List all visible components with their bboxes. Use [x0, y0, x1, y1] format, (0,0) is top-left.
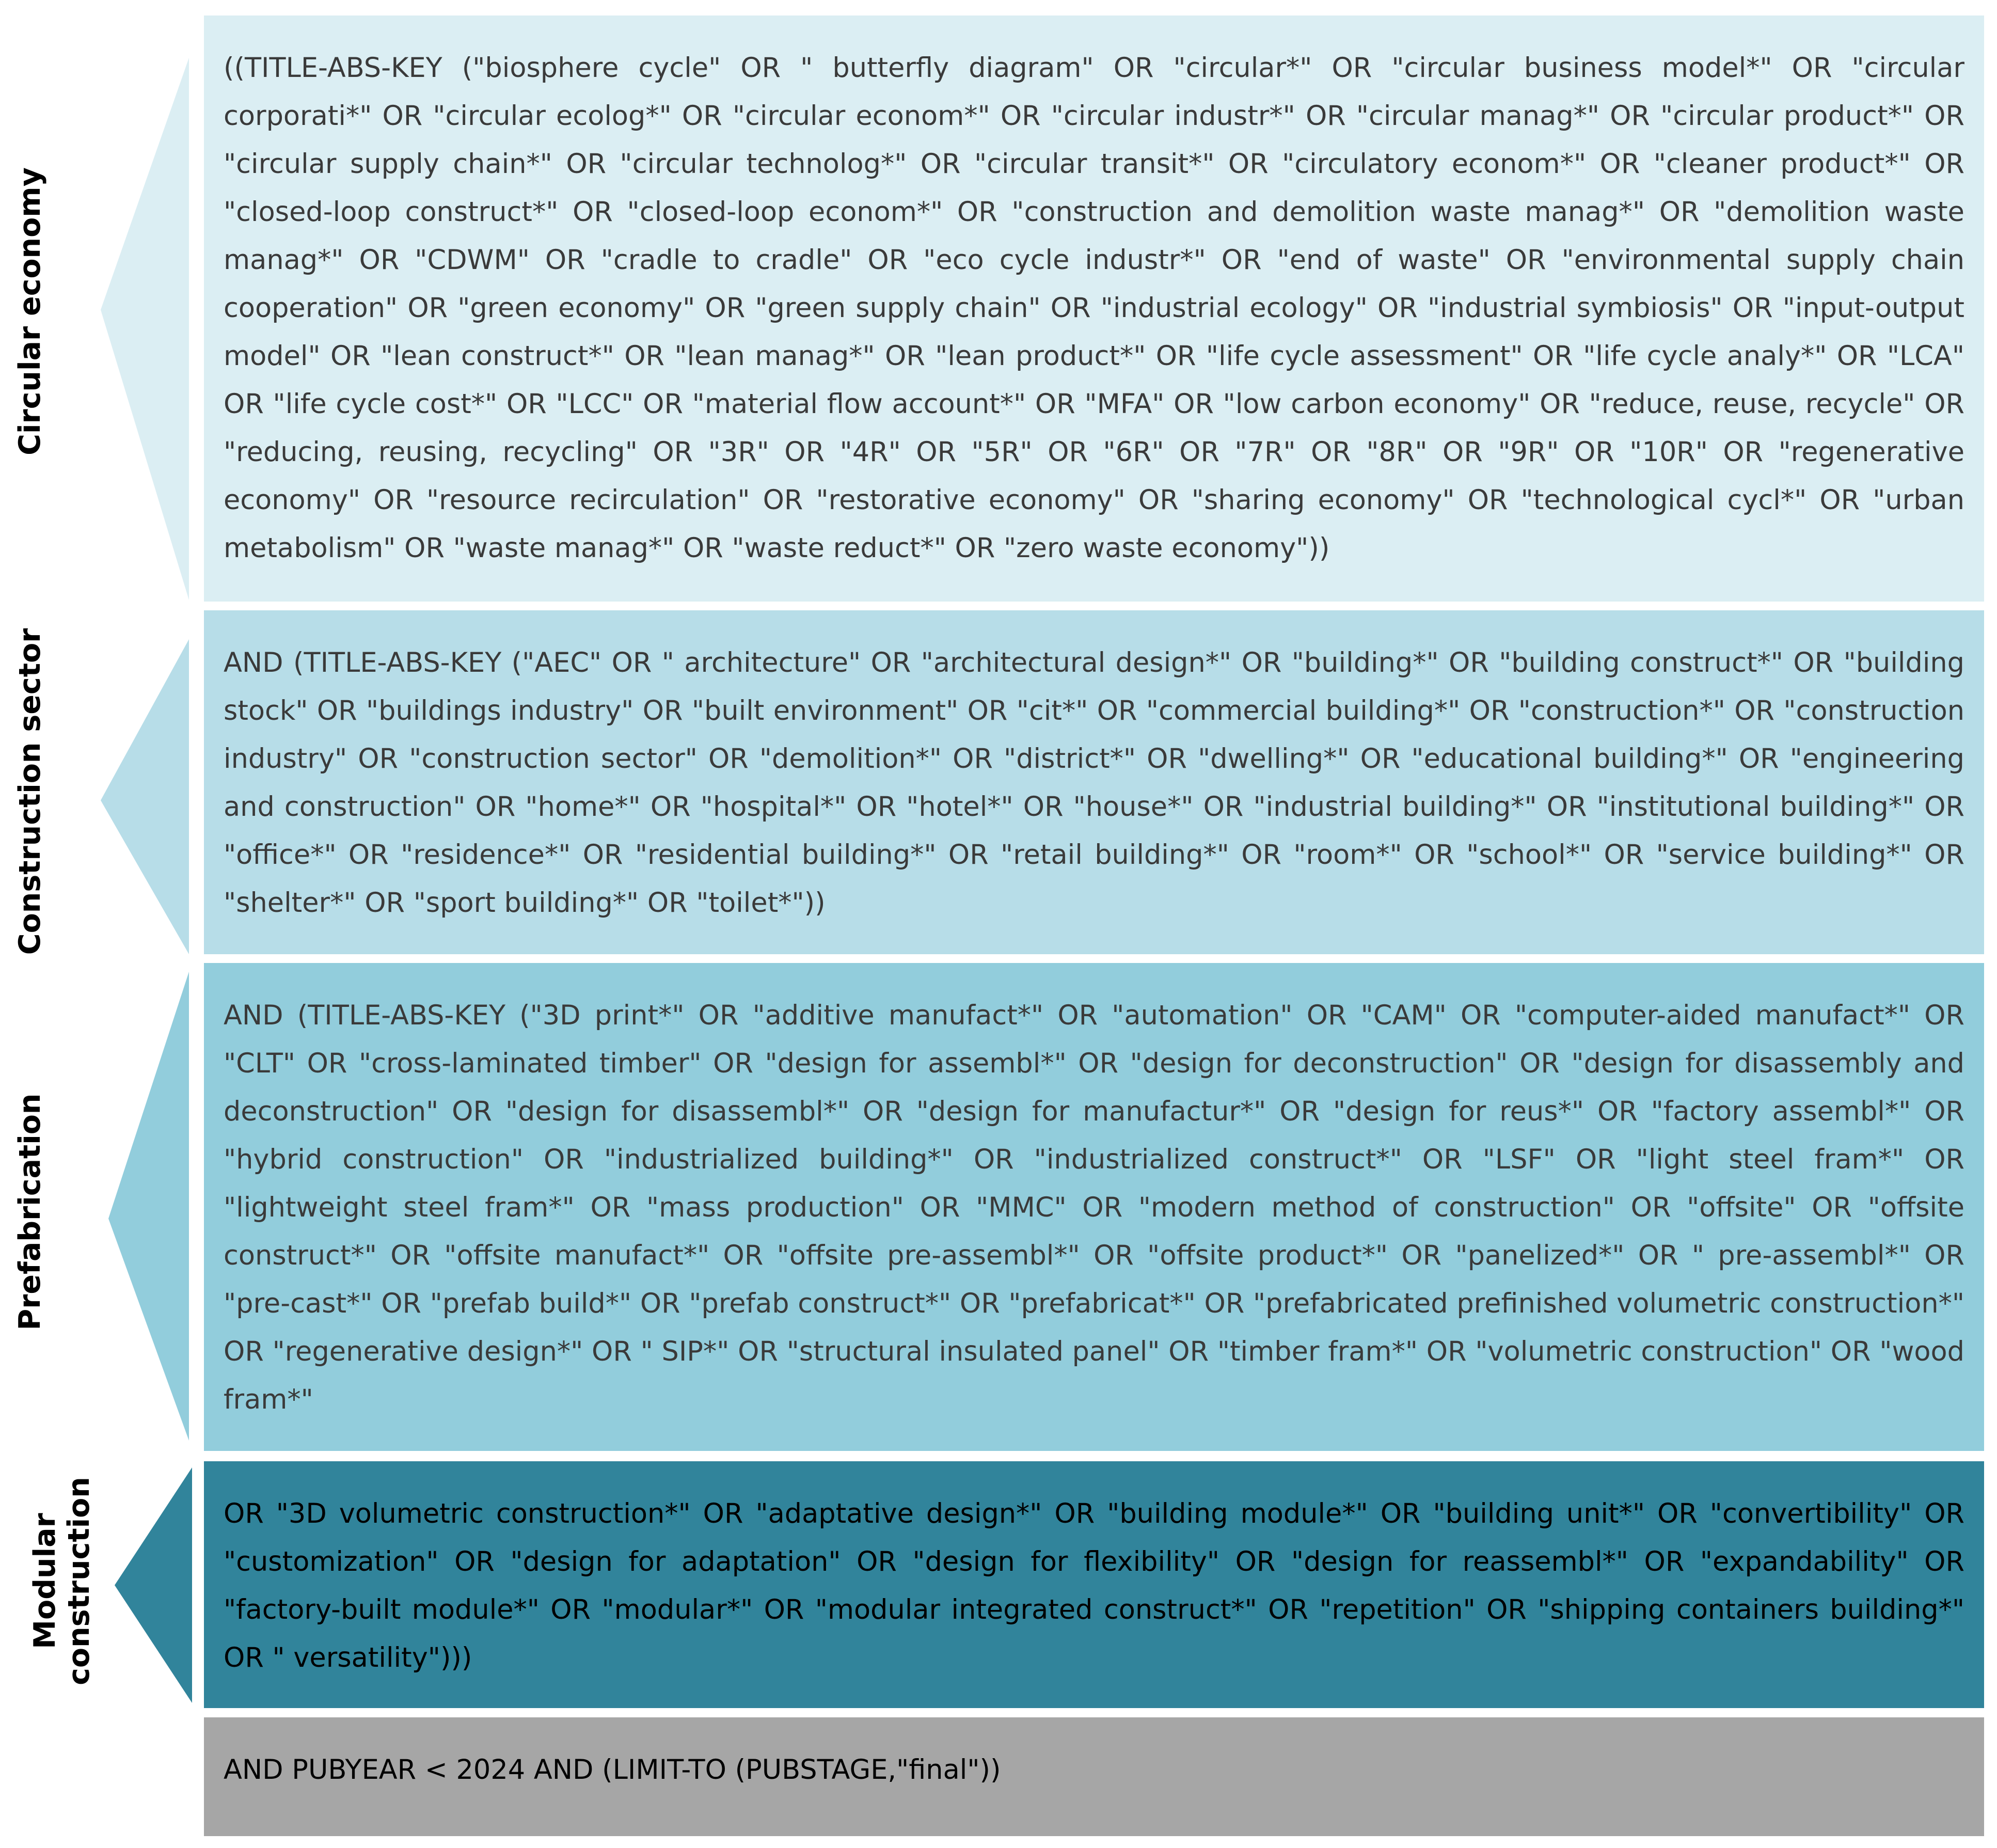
- prefabrication-label: Prefabrication: [13, 1093, 47, 1331]
- modular-label-line2: construction: [62, 1477, 96, 1685]
- circular-economy-query-text: ((TITLE-ABS-KEY ("biosphere cycle" OR " butterfly diagram" OR "circular*" OR "circular business model*" OR "circular corporati*" OR "circular ecolog*" OR "circular econom*" OR "circular industr*" OR "circular manag*" OR "circular product*" OR "circular supply chain*" OR "circular technolog*" OR "circular transit*" OR "circulatory econom*" OR "cleaner product*" OR "closed-loop construct*" OR "closed-loop econom*" OR "construction and demolition waste manag*" OR "demolition waste manag*" OR "CDWM" OR "cradle to cradle" OR "eco cycle industr*" OR "end of waste" OR "environmental supply chain cooperation" OR "green economy" OR "green supply chain" OR "industrial ecology" OR "industrial symbiosis" OR "input-output model" OR "lean construct*" OR "lean manag*" OR "lean product*" OR "life cycle assessment" OR "life cycle analy*" OR "LCA" OR "life cycle cost*" OR "LCC" OR "material flow account*" OR "MFA" OR "low carbon economy" OR "reduce, reuse, recycle" OR "reducing, reusing, recycling" OR "3R" OR "4R" OR "5R" OR "6R" OR "7R" OR "8R" OR "9R" OR "10R" OR "regenerative economy" OR "resource recirculation" OR "restorative economy" OR "sharing economy" OR "technological cycl*" OR "urban metabolism" OR "waste manag*" OR "waste reduct*" OR "zero waste economy")): [224, 52, 1964, 564]
- prefabrication-arrow: [108, 972, 189, 1441]
- prefabrication-query-text: AND (TITLE-ABS-KEY ("3D print*" OR "additive manufact*" OR "automation" OR "CAM" OR "computer-aided manufact*" OR "CLT" OR "cross-laminated timber" OR "design for assembl*" OR "design for deconstruction" OR "design for disassembly and deconstruction" OR "design for disassembl*" OR "design for manufactur*" OR "design for reus*" OR "factory assembl*" OR "hybrid construction" OR "industrialized building*" OR "industrialized construct*" OR "LSF" OR "light steel fram*" OR "lightweight steel fram*" OR "mass production" OR "MMC" OR "modern method of construction" OR "offsite" OR "offsite construct*" OR "offsite manufact*" OR "offsite pre-assembl*" OR "offsite product*" OR "panelized*" OR " pre-assembl*" OR "pre-cast*" OR "prefab build*" OR "prefab construct*" OR "prefabricat*" OR "prefabricated prefinished volumetric construction*" OR "regenerative design*" OR " SIP*" OR "structural insulated panel" OR "timber fram*" OR "volumetric construction" OR "wood fram*": [224, 1000, 1964, 1415]
- modular-construction-query-text: OR "3D volumetric construction*" OR "adaptative design*" OR "building module*" OR "building unit*" OR "convertibility" OR "customization" OR "design for adaptation" OR "design for flexibility" OR "design for reassembl*" OR "expandability" OR "factory-built module*" OR "modular*" OR "modular integrated construct*" OR "repetition" OR "shipping containers building*" OR " versatility"))): [224, 1498, 1964, 1673]
- construction-sector-arrow: [101, 639, 189, 954]
- modular-construction-query-panel: [204, 1461, 1984, 1708]
- modular-label-line1: Modular: [28, 1513, 62, 1649]
- construction-sector-query-panel: [204, 610, 1984, 954]
- prefabrication-query-panel: [204, 963, 1984, 1451]
- construction-sector-query-text: AND (TITLE-ABS-KEY ("AEC" OR " architecture" OR "architectural design*" OR "building*" OR "building construct*" OR "building stock" OR "buildings industry" OR "built environment" OR "cit*" OR "commercial building*" OR "construction*" OR "construction industry" OR "construction sector" OR "demolition*" OR "district*" OR "dwelling*" OR "educational building*" OR "engineering and construction" OR "home*" OR "hospital*" OR "hotel*" OR "house*" OR "industrial building*" OR "institutional building*" OR "office*" OR "residence*" OR "residential building*" OR "retail building*" OR "room*" OR "school*" OR "service building*" OR "shelter*" OR "sport building*" OR "toilet*")): [224, 647, 1964, 919]
- circular-economy-arrow: [101, 58, 189, 600]
- circular-economy-query-panel: [204, 15, 1984, 602]
- modular-construction-arrow: [115, 1467, 192, 1703]
- modular-construction-label: [28, 1477, 96, 1685]
- circular-economy-label: Circular economy: [13, 167, 47, 455]
- construction-sector-label: Construction sector: [13, 628, 47, 955]
- publication-filter-text: AND PUBYEAR < 2024 AND (LIMIT-TO (PUBSTAGE,"final")): [224, 1754, 1001, 1786]
- publication-filter-panel: [204, 1717, 1984, 1836]
